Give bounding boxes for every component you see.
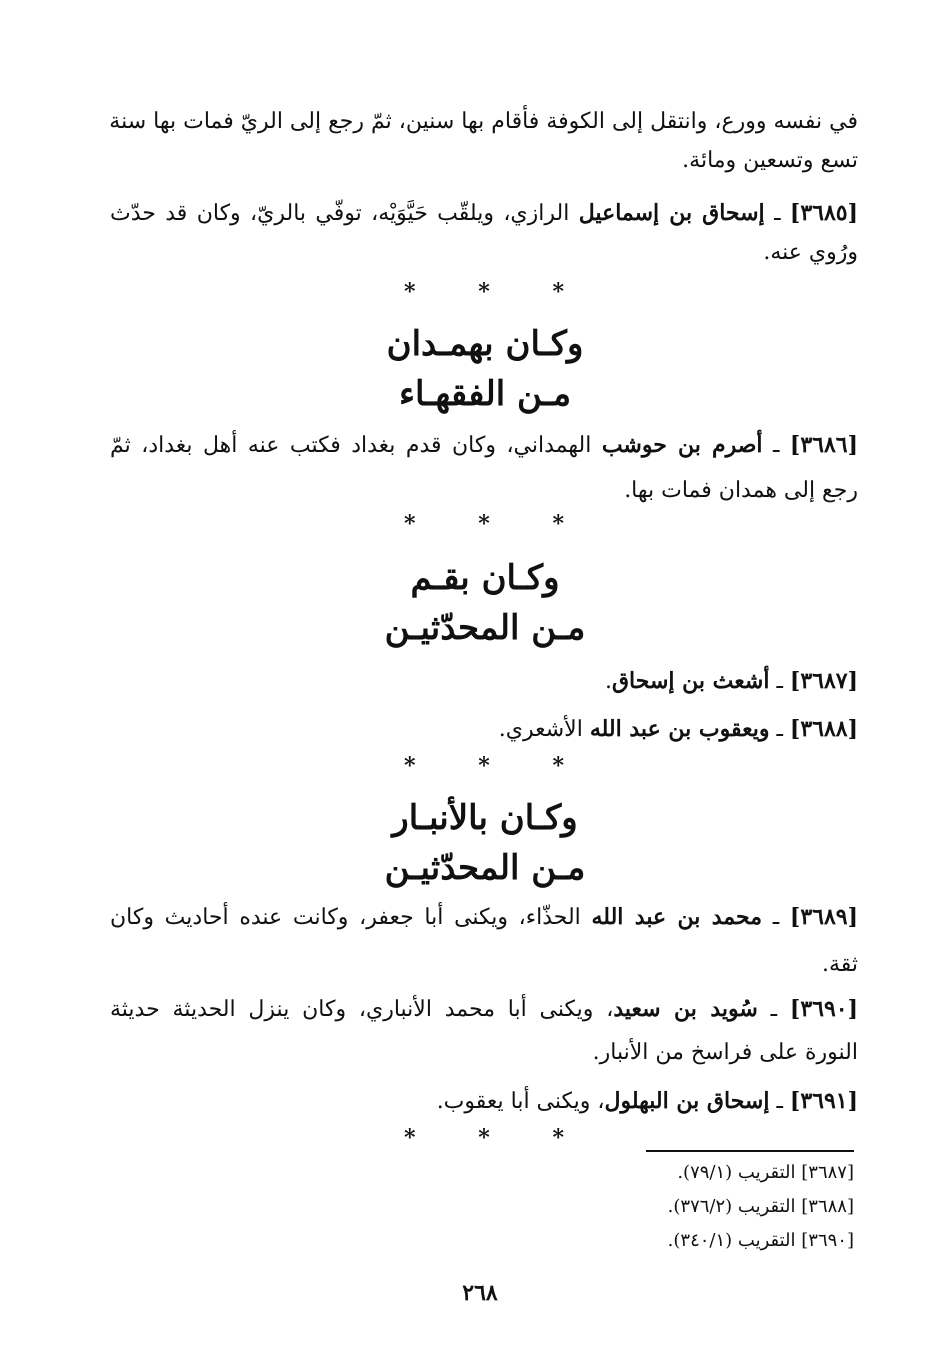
separator-star: * — [552, 1125, 564, 1151]
section-subheading-hadith-narrators: مـن المحدّثيـن — [384, 848, 586, 888]
continuation-line-2: تسع وتسعين ومائة. — [682, 148, 858, 173]
separator-star: * — [552, 511, 564, 537]
separator-star: * — [404, 279, 416, 305]
entry-3686-line-2: رجع إلى همدان فمات بها. — [624, 478, 858, 503]
section-separator — [404, 754, 564, 778]
separator-star: * — [404, 511, 416, 537]
entry-3686-line-1: [٣٦٨٦] ـ أصرم بن حوشب الهمداني، وكان قدم بغداد فكتب عنه أهل بغداد، ثمّ — [110, 432, 858, 458]
entry-name: أشعث بن إسحاق — [611, 668, 770, 694]
separator-star: * — [478, 753, 490, 779]
footnote-rule — [646, 1150, 854, 1152]
separator-star: * — [478, 279, 490, 305]
entry-3690-line-1: [٣٦٩٠] ـ سُويد بن سعيد، ويكنى أبا محمد الأنباري، وكان ينزل الحديثة حديثة — [110, 996, 858, 1022]
continuation-line-1: في نفسه وورع، وانتقل إلى الكوفة فأقام بها سنين، ثمّ رجع إلى الريّ فمات بها سنة — [109, 109, 858, 134]
entry-name: أصرم بن حوشب — [601, 432, 763, 458]
entry-3690-line-2: النورة على فراسخ من الأنبار. — [592, 1040, 858, 1065]
entry-3685-line-2: ورُوي عنه. — [763, 240, 858, 265]
entry-3688: [٣٦٨٨] ـ ويعقوب بن عبد الله الأشعري. — [498, 716, 858, 742]
entry-number: [٣٦٨٩] — [789, 904, 858, 930]
separator-star: * — [404, 753, 416, 779]
entry-number: [٣٦٩١] — [789, 1088, 858, 1114]
section-separator — [404, 280, 564, 304]
entry-number: [٣٦٨٥] — [789, 200, 859, 226]
entry-3689-line-2: ثقة. — [821, 952, 858, 977]
entry-text: الأشعري. — [498, 717, 583, 742]
entry-name: سُويد بن سعيد — [613, 996, 758, 1022]
footnote: [٣٦٨٨] التقريب (٣٧٦/٢). — [667, 1196, 854, 1217]
entry-name: إسحاق بن إسماعيل — [578, 200, 765, 226]
entry-3687: [٣٦٨٧] ـ أشعث بن إسحاق. — [604, 668, 858, 694]
entry-3691: [٣٦٩١] ـ إسحاق بن البهلول، ويكنى أبا يعقوب. — [436, 1088, 858, 1114]
entry-text: الحذّاء، ويكنى أبا جعفر، وكانت عنده أحاديث وكان — [110, 905, 581, 930]
entry-text: . — [604, 669, 612, 694]
footnote: [٣٦٩٠] التقريب (٣٤٠/١). — [667, 1230, 854, 1251]
separator-star: * — [478, 1125, 490, 1151]
entry-name: محمد بن عبد الله — [591, 904, 762, 930]
entry-text: الهمداني، وكان قدم بغداد فكتب عنه أهل بغداد، ثمّ — [110, 433, 592, 458]
entry-number: [٣٦٨٦] — [789, 432, 858, 458]
entry-3685-line-1: [٣٦٨٥] ـ إسحاق بن إسماعيل الرازي، ويلقّب حَيَّوَيْه، توفّي بالريّ، وكان قد حدّث — [110, 200, 859, 226]
entry-name: ويعقوب بن عبد الله — [589, 716, 770, 742]
separator-star: * — [552, 753, 564, 779]
entry-text: ، ويكنى أبا يعقوب. — [436, 1089, 605, 1114]
section-subheading-hadith-narrators: مـن المحدّثيـن — [384, 608, 586, 648]
entry-text: ، ويكنى أبا محمد الأنباري، وكان ينزل الحديثة حديثة — [110, 997, 614, 1022]
section-separator — [404, 512, 564, 536]
separator-star: * — [478, 511, 490, 537]
separator-star: * — [552, 279, 564, 305]
entry-number: [٣٦٩٠] — [789, 996, 858, 1022]
entry-text: الرازي، ويلقّب حَيَّوَيْه، توفّي بالريّ، وكان قد حدّث — [110, 201, 570, 226]
section-heading-hamadan: وكـان بهمـدان — [386, 324, 584, 364]
section-heading-anbar: وكـان بالأنبـار — [392, 798, 578, 838]
section-subheading-jurists: مـن الفقهـاء — [398, 374, 572, 414]
separator-star: * — [404, 1125, 416, 1151]
footnote: [٣٦٨٧] التقريب (٧٩/١). — [677, 1162, 854, 1183]
entry-3689-line-1: [٣٦٨٩] ـ محمد بن عبد الله الحذّاء، ويكنى أبا جعفر، وكانت عنده أحاديث وكان — [110, 904, 858, 930]
section-heading-qom: وكـان بقـم — [410, 558, 560, 598]
page-number: ٢٦٨ — [462, 1280, 498, 1306]
section-separator — [404, 1126, 564, 1150]
entry-name: إسحاق بن البهلول — [604, 1088, 770, 1114]
entry-number: [٣٦٨٨] — [789, 716, 858, 742]
entry-number: [٣٦٨٧] — [789, 668, 858, 694]
